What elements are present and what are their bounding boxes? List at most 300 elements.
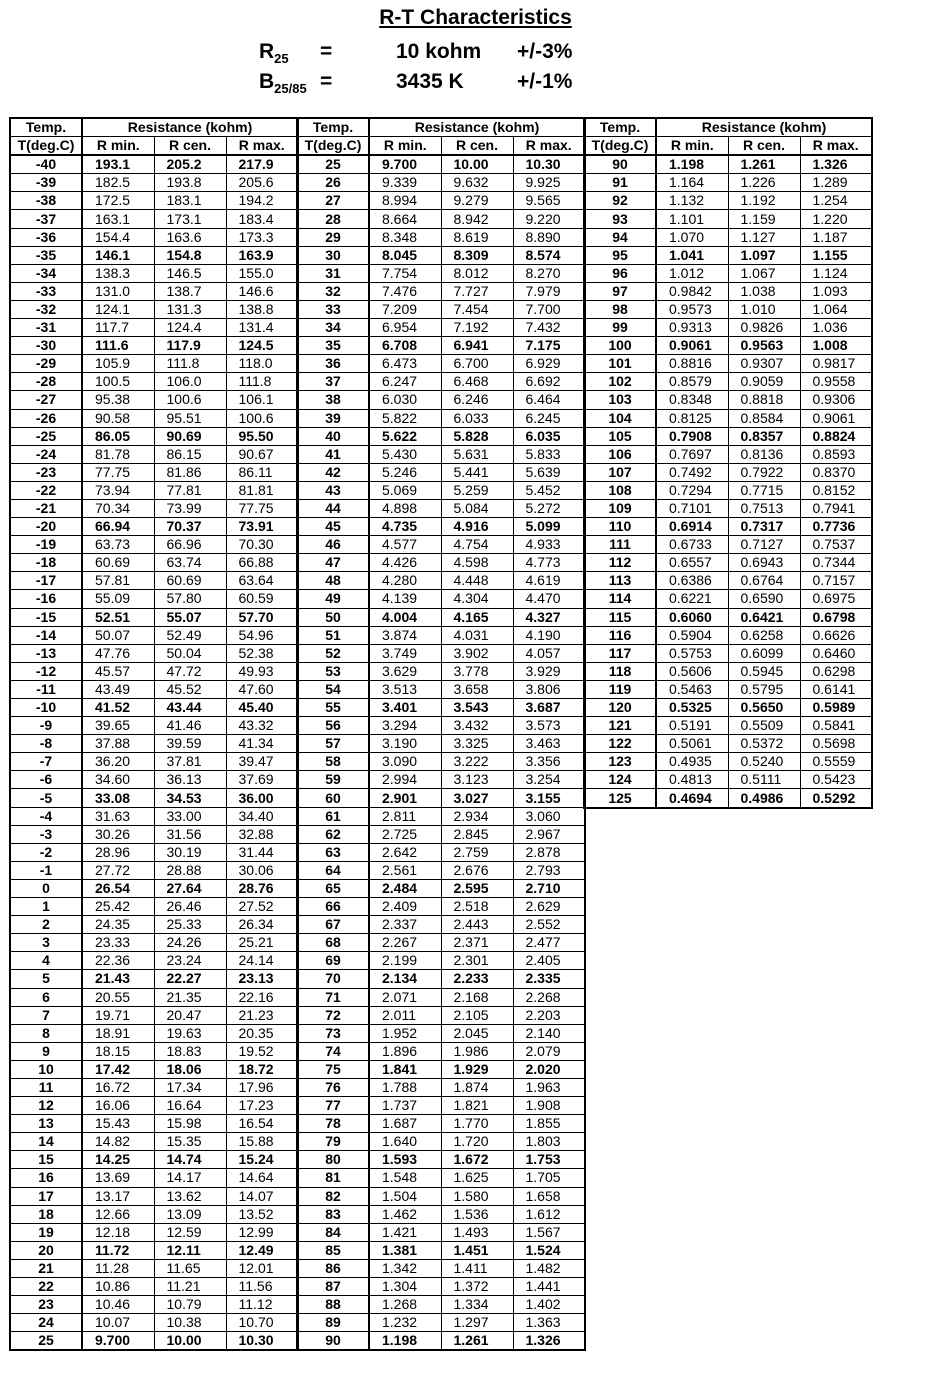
table-row: [10, 536, 298, 554]
table-row: [584, 445, 872, 463]
rmin-cell: 1.788: [369, 1078, 441, 1096]
rmin-cell: 2.011: [369, 1006, 441, 1024]
rmin-cell: 0.9313: [656, 319, 728, 337]
table-row: [297, 753, 585, 771]
table-row: [10, 427, 298, 445]
rmax-cell: 3.155: [513, 789, 585, 807]
rcen-cell: 27.64: [154, 879, 226, 897]
table-row: [10, 228, 298, 246]
table-row: [297, 499, 585, 517]
temp-cell: 56: [297, 717, 369, 735]
table-row: [297, 409, 585, 427]
table-row: [10, 861, 298, 879]
temp-cell: 37: [297, 373, 369, 391]
table-row: [297, 1314, 585, 1332]
table-row: [10, 409, 298, 427]
temp-cell: 15: [10, 1151, 82, 1169]
rmin-cell: 0.5325: [656, 699, 728, 717]
temp-cell: 20: [10, 1241, 82, 1259]
temp-cell: 58: [297, 753, 369, 771]
table-row: [584, 391, 872, 409]
rcen-cell: 1.536: [441, 1205, 513, 1223]
rmax-cell: 11.56: [226, 1278, 298, 1296]
temp-header: Temp.: [297, 118, 369, 137]
table-row: [10, 807, 298, 825]
temp-cell: 104: [584, 409, 656, 427]
rmin-cell: 81.78: [82, 445, 154, 463]
temp-cell: -34: [10, 264, 82, 282]
rcen-cell: 163.6: [154, 228, 226, 246]
rmax-cell: 1.289: [800, 174, 872, 192]
rcen-cell: 11.21: [154, 1278, 226, 1296]
rmax-cell: 12.01: [226, 1259, 298, 1277]
rmax-cell: 21.23: [226, 1006, 298, 1024]
table-row: [10, 1115, 298, 1133]
rmin-cell: 0.4694: [656, 789, 728, 808]
temp-cell: 18: [10, 1205, 82, 1223]
rcen-cell: 25.33: [154, 916, 226, 934]
rmax-cell: 63.64: [226, 572, 298, 590]
rmin-cell: 22.36: [82, 952, 154, 970]
rmin-header: R min.: [369, 137, 441, 156]
rcen-cell: 66.96: [154, 536, 226, 554]
rcen-cell: 95.51: [154, 409, 226, 427]
rmax-cell: 106.1: [226, 391, 298, 409]
table-row: [10, 1187, 298, 1205]
rmin-cell: 4.004: [369, 608, 441, 626]
rmax-cell: 4.619: [513, 572, 585, 590]
rmax-cell: 39.47: [226, 753, 298, 771]
rmax-cell: 3.356: [513, 753, 585, 771]
rmax-cell: 0.7941: [800, 499, 872, 517]
rcen-cell: 24.26: [154, 934, 226, 952]
rmax-cell: 131.4: [226, 319, 298, 337]
rmax-cell: 1.220: [800, 210, 872, 228]
temp-cell: 57: [297, 735, 369, 753]
rmax-cell: 10.30: [226, 1332, 298, 1351]
temp-cell: -35: [10, 246, 82, 264]
rmax-cell: 2.268: [513, 988, 585, 1006]
rmin-cell: 18.15: [82, 1042, 154, 1060]
temp-cell: 28: [297, 210, 369, 228]
temp-cell: 109: [584, 499, 656, 517]
table-row: [10, 934, 298, 952]
rmax-cell: 2.878: [513, 843, 585, 861]
temp-cell: 97: [584, 282, 656, 300]
rcen-cell: 73.99: [154, 499, 226, 517]
table-row: [10, 1259, 298, 1277]
table-row: [584, 246, 872, 264]
table-row: [584, 680, 872, 698]
rcen-cell: 60.69: [154, 572, 226, 590]
rmin-cell: 5.069: [369, 481, 441, 499]
table-row: [10, 662, 298, 680]
rmax-cell: 6.035: [513, 427, 585, 445]
rmin-cell: 16.72: [82, 1078, 154, 1096]
rmin-cell: 0.4813: [656, 771, 728, 789]
table-row: [297, 662, 585, 680]
rcen-cell: 50.04: [154, 644, 226, 662]
table-row: [10, 1024, 298, 1042]
rcen-cell: 3.432: [441, 717, 513, 735]
rmax-cell: 2.552: [513, 916, 585, 934]
table-row: [297, 337, 585, 355]
temp-cell: -12: [10, 662, 82, 680]
rcen-cell: 34.53: [154, 789, 226, 807]
temp-cell: 29: [297, 228, 369, 246]
rcen-cell: 0.5111: [728, 771, 800, 789]
rmin-cell: 1.640: [369, 1133, 441, 1151]
temp-cell: 8: [10, 1024, 82, 1042]
header-row-top: [10, 118, 298, 137]
table-row: [10, 391, 298, 409]
rcen-cell: 0.6590: [728, 590, 800, 608]
temp-cell: -29: [10, 355, 82, 373]
table-row: [297, 807, 585, 825]
table-row: [297, 843, 585, 861]
rcen-cell: 1.451: [441, 1241, 513, 1259]
table-row: [10, 246, 298, 264]
temp-cell: 81: [297, 1169, 369, 1187]
temp-cell: 54: [297, 680, 369, 698]
temp-header: Temp.: [10, 118, 82, 137]
table-row: [10, 1169, 298, 1187]
rmax-cell: 34.40: [226, 807, 298, 825]
temp-cell: 120: [584, 699, 656, 717]
rcen-cell: 2.045: [441, 1024, 513, 1042]
temp-cell: -24: [10, 445, 82, 463]
rmax-cell: 163.9: [226, 246, 298, 264]
table-row: [297, 1042, 585, 1060]
table-row: [297, 210, 585, 228]
rmin-cell: 0.6557: [656, 554, 728, 572]
table-row: [10, 1332, 298, 1351]
rcen-cell: 2.301: [441, 952, 513, 970]
rcen-cell: 9.279: [441, 192, 513, 210]
rmax-cell: 1.326: [800, 155, 872, 174]
rmax-cell: 3.929: [513, 662, 585, 680]
table-row: [297, 699, 585, 717]
table-row: [297, 174, 585, 192]
temp-cell: 11: [10, 1078, 82, 1096]
rcen-cell: 18.83: [154, 1042, 226, 1060]
table-row: [297, 463, 585, 481]
rcen-cell: 5.631: [441, 445, 513, 463]
table-row: [297, 1024, 585, 1042]
temp-cell: -22: [10, 481, 82, 499]
rcen-cell: 30.19: [154, 843, 226, 861]
rmin-cell: 0.6386: [656, 572, 728, 590]
table-row: [584, 427, 872, 445]
temp-cell: 13: [10, 1115, 82, 1133]
table-row: [10, 300, 298, 318]
rmax-cell: 0.5292: [800, 789, 872, 808]
table-row: [10, 753, 298, 771]
table-row: [297, 554, 585, 572]
table-row: [10, 1278, 298, 1296]
rmax-cell: 2.405: [513, 952, 585, 970]
rmin-cell: 1.101: [656, 210, 728, 228]
table-row: [297, 572, 585, 590]
temp-cell: 116: [584, 626, 656, 644]
rmin-cell: 6.708: [369, 337, 441, 355]
temp-cell: -30: [10, 337, 82, 355]
temp-cell: 34: [297, 319, 369, 337]
rcen-cell: 2.934: [441, 807, 513, 825]
temp-cell: 79: [297, 1133, 369, 1151]
table-row: [10, 879, 298, 897]
temp-cell: 93: [584, 210, 656, 228]
b-equals: =: [320, 70, 333, 93]
temp-cell: 17: [10, 1187, 82, 1205]
table-row: [297, 789, 585, 807]
rmin-cell: 154.4: [82, 228, 154, 246]
rcen-cell: 205.2: [154, 155, 226, 174]
table-row: [584, 319, 872, 337]
rmin-cell: 2.409: [369, 898, 441, 916]
temp-cell: -5: [10, 789, 82, 807]
rmax-cell: 43.32: [226, 717, 298, 735]
rmax-cell: 0.9558: [800, 373, 872, 391]
temp-cell: -13: [10, 644, 82, 662]
rmin-cell: 8.045: [369, 246, 441, 264]
table-row: [584, 192, 872, 210]
temp-cell: 25: [10, 1332, 82, 1351]
rmin-cell: 14.82: [82, 1133, 154, 1151]
rcen-cell: 6.468: [441, 373, 513, 391]
rcen-cell: 0.6258: [728, 626, 800, 644]
rmax-cell: 12.49: [226, 1241, 298, 1259]
rcen-cell: 117.9: [154, 337, 226, 355]
table-row: [10, 264, 298, 282]
rcen-cell: 106.0: [154, 373, 226, 391]
rmax-cell: 6.692: [513, 373, 585, 391]
rmax-cell: 4.057: [513, 644, 585, 662]
b-tolerance: +/-1%: [517, 70, 573, 93]
rcen-cell: 0.8818: [728, 391, 800, 409]
table-row: [10, 174, 298, 192]
table-row: [10, 373, 298, 391]
rmax-cell: 0.6298: [800, 662, 872, 680]
rcen-cell: 8.619: [441, 228, 513, 246]
temp-cell: 59: [297, 771, 369, 789]
rmin-cell: 11.28: [82, 1259, 154, 1277]
table-row: [297, 1097, 585, 1115]
rmin-cell: 1.504: [369, 1187, 441, 1205]
rmin-cell: 131.0: [82, 282, 154, 300]
table-row: [584, 409, 872, 427]
rcen-cell: 4.031: [441, 626, 513, 644]
rmin-cell: 146.1: [82, 246, 154, 264]
rmax-cell: 1.482: [513, 1259, 585, 1277]
table-row: [10, 952, 298, 970]
rcen-cell: 1.010: [728, 300, 800, 318]
table-row: [584, 789, 872, 808]
table-row: [10, 463, 298, 481]
rcen-cell: 7.727: [441, 282, 513, 300]
b-value: 3435 K: [396, 70, 464, 93]
rmax-cell: 2.710: [513, 879, 585, 897]
temp-cell: 62: [297, 825, 369, 843]
rcen-cell: 1.097: [728, 246, 800, 264]
rmax-cell: 0.6975: [800, 590, 872, 608]
temp-cell: 49: [297, 590, 369, 608]
table-row: [297, 246, 585, 264]
rmin-cell: 4.280: [369, 572, 441, 590]
rmin-cell: 12.66: [82, 1205, 154, 1223]
temp-cell: 45: [297, 518, 369, 536]
temp-cell: 7: [10, 1006, 82, 1024]
rcen-cell: 6.941: [441, 337, 513, 355]
temp-cell: 5: [10, 970, 82, 988]
rmin-cell: 13.17: [82, 1187, 154, 1205]
rcen-cell: 2.759: [441, 843, 513, 861]
temp-cell: 75: [297, 1060, 369, 1078]
rmin-cell: 100.5: [82, 373, 154, 391]
temp-cell: 106: [584, 445, 656, 463]
table-row: [10, 735, 298, 753]
table-row: [297, 373, 585, 391]
rmin-cell: 182.5: [82, 174, 154, 192]
table-row: [10, 1314, 298, 1332]
rcen-cell: 1.986: [441, 1042, 513, 1060]
temp-cell: 39: [297, 409, 369, 427]
rmax-cell: 52.38: [226, 644, 298, 662]
table-row: [584, 300, 872, 318]
rcen-cell: 18.06: [154, 1060, 226, 1078]
rmax-cell: 0.6460: [800, 644, 872, 662]
rmin-cell: 47.76: [82, 644, 154, 662]
temp-cell: -8: [10, 735, 82, 753]
rcen-cell: 3.778: [441, 662, 513, 680]
rcen-cell: 1.226: [728, 174, 800, 192]
rmin-cell: 5.430: [369, 445, 441, 463]
temp-cell: 78: [297, 1115, 369, 1133]
rcen-cell: 13.62: [154, 1187, 226, 1205]
rmax-cell: 9.925: [513, 174, 585, 192]
temp-cell: -19: [10, 536, 82, 554]
table-row: [297, 1259, 585, 1277]
temp-cell: 55: [297, 699, 369, 717]
rmax-cell: 10.70: [226, 1314, 298, 1332]
rmax-cell: 1.524: [513, 1241, 585, 1259]
temp-cell: 117: [584, 644, 656, 662]
rmin-cell: 63.73: [82, 536, 154, 554]
temp-cell: 111: [584, 536, 656, 554]
rmin-cell: 45.57: [82, 662, 154, 680]
table-row: [584, 717, 872, 735]
rmin-cell: 1.164: [656, 174, 728, 192]
table-row: [297, 1151, 585, 1169]
rmin-cell: 6.473: [369, 355, 441, 373]
table-row: [297, 1278, 585, 1296]
table-row: [10, 626, 298, 644]
table-row: [297, 879, 585, 897]
table-row: [297, 300, 585, 318]
temp-cell: 50: [297, 608, 369, 626]
rmin-cell: 1.896: [369, 1042, 441, 1060]
rmax-cell: 1.093: [800, 282, 872, 300]
rcen-cell: 0.6764: [728, 572, 800, 590]
table-row: [584, 155, 872, 174]
rcen-cell: 77.81: [154, 481, 226, 499]
table-row: [10, 843, 298, 861]
rcen-cell: 0.8357: [728, 427, 800, 445]
temp-cell: -4: [10, 807, 82, 825]
rcen-cell: 9.632: [441, 174, 513, 192]
temp-cell: 61: [297, 807, 369, 825]
table-row: [584, 662, 872, 680]
table-row: [584, 572, 872, 590]
rcen-cell: 1.297: [441, 1314, 513, 1332]
rmin-cell: 3.294: [369, 717, 441, 735]
rmax-cell: 4.773: [513, 554, 585, 572]
temp-cell: -21: [10, 499, 82, 517]
rmin-cell: 0.7697: [656, 445, 728, 463]
table-row: [10, 445, 298, 463]
rmin-cell: 0.8816: [656, 355, 728, 373]
rcen-cell: 1.159: [728, 210, 800, 228]
rmin-cell: 4.735: [369, 518, 441, 536]
table-row: [297, 970, 585, 988]
table-row: [297, 228, 585, 246]
temp-cell: 53: [297, 662, 369, 680]
rmax-cell: 14.64: [226, 1169, 298, 1187]
rcen-cell: 0.9563: [728, 337, 800, 355]
rmax-cell: 66.88: [226, 554, 298, 572]
rmax-cell: 20.35: [226, 1024, 298, 1042]
rmax-cell: 27.52: [226, 898, 298, 916]
rmin-cell: 6.030: [369, 391, 441, 409]
rcen-cell: 8.942: [441, 210, 513, 228]
temp-cell: 110: [584, 518, 656, 536]
rmin-cell: 1.132: [656, 192, 728, 210]
table-row: [584, 210, 872, 228]
table-row: [297, 1133, 585, 1151]
rmax-cell: 4.933: [513, 536, 585, 554]
rmax-cell: 1.187: [800, 228, 872, 246]
rmax-cell: 194.2: [226, 192, 298, 210]
rmax-cell: 7.979: [513, 282, 585, 300]
rcen-cell: 0.8136: [728, 445, 800, 463]
table-row: [10, 1006, 298, 1024]
table-row: [10, 355, 298, 373]
rcen-cell: 12.59: [154, 1223, 226, 1241]
rmax-cell: 1.855: [513, 1115, 585, 1133]
rmin-cell: 7.209: [369, 300, 441, 318]
rmax-cell: 2.793: [513, 861, 585, 879]
rcen-cell: 8.012: [441, 264, 513, 282]
temp-cell: -6: [10, 771, 82, 789]
temp-cell: -3: [10, 825, 82, 843]
temp-cell: 86: [297, 1259, 369, 1277]
rmax-cell: 57.70: [226, 608, 298, 626]
table-row: [10, 1042, 298, 1060]
rmax-cell: 2.477: [513, 934, 585, 952]
rcen-cell: 0.5945: [728, 662, 800, 680]
rmin-cell: 1.070: [656, 228, 728, 246]
rmin-cell: 1.342: [369, 1259, 441, 1277]
rmax-cell: 1.124: [800, 264, 872, 282]
rcen-cell: 2.443: [441, 916, 513, 934]
rmin-cell: 2.642: [369, 843, 441, 861]
rcen-cell: 57.80: [154, 590, 226, 608]
rcen-cell: 193.8: [154, 174, 226, 192]
rmax-cell: 0.5841: [800, 717, 872, 735]
temp-cell: 119: [584, 680, 656, 698]
rmin-cell: 3.749: [369, 644, 441, 662]
rmin-cell: 0.7101: [656, 499, 728, 517]
